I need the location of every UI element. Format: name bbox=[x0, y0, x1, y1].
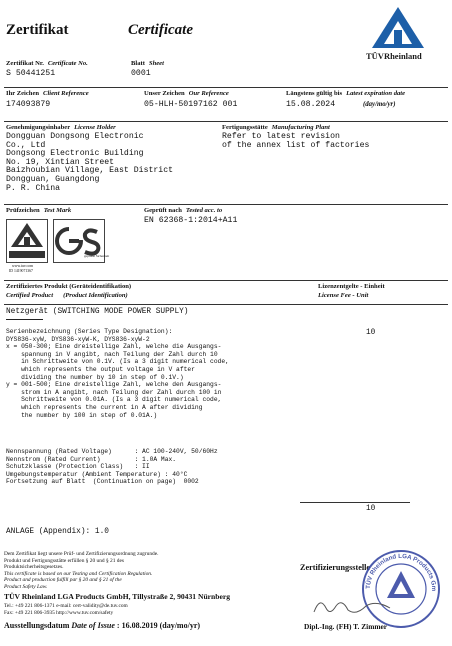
title-english: Certificate bbox=[128, 22, 193, 38]
holder-line: No. 19, Xintian Street bbox=[6, 157, 115, 167]
title-german: Zertifikat bbox=[6, 22, 69, 38]
spec-list bbox=[6, 448, 218, 486]
holder-line: Dongguan Dongsong Electronic bbox=[6, 132, 144, 141]
product-name-underline bbox=[6, 319, 43, 320]
testmark-label: Prüfzeichen Test Mark bbox=[6, 207, 72, 214]
tested-standard: EN 62368-1:2014+A11 bbox=[144, 216, 238, 225]
client-ref-label: Ihr Zeichen Client Reference bbox=[6, 90, 89, 97]
holder-line: Baizhoubian Village, East District bbox=[6, 166, 174, 176]
divider bbox=[4, 87, 448, 88]
our-ref-value: 05-HLH-50197162 001 bbox=[144, 100, 238, 109]
legal-text: Dem Zertifikat liegt unsere Prüf- und Zertifizierungsordnung zugrunde. Produkt und Fertigungsstätte erfüllen § 20 und § 21 des Produktsicherheitsgesetzes. This certificate is based on our Testing and Certification Regulation. Product and production fulfill par § 20 and § 21 of the Product Safety Law. bbox=[4, 551, 159, 590]
holder-line: Dongsong Electronic Building bbox=[6, 149, 144, 159]
fee-label-en: License Fee - Unit bbox=[318, 292, 369, 299]
tuv-brand-text: TÜVRheinland bbox=[366, 51, 422, 61]
cert-no-label: Zertifikat Nr. Certificate No. bbox=[6, 60, 88, 67]
fee-divider bbox=[300, 502, 410, 503]
contact-fax: Fax: +49 221 806-3935 http://www.tuv.com/safety bbox=[4, 610, 114, 616]
tuv-logo bbox=[368, 4, 428, 66]
gs-small-text: geprüfte Sicherheit bbox=[84, 254, 110, 258]
tuv-mark-bar bbox=[9, 251, 45, 258]
tuv-mark-url: www.tuv.com bbox=[12, 264, 34, 268]
tuv-triangle-icon bbox=[368, 4, 428, 50]
holder-label: Genehmigungsinhaber License Holder bbox=[6, 124, 116, 131]
signer-name: Dipl.-Ing. (FH) T. Zimmer bbox=[304, 622, 388, 631]
body-line: spannung in V angibt, nach Teilung der Zahl durch 10 bbox=[6, 350, 218, 358]
client-ref-value: 174093879 bbox=[6, 100, 51, 109]
company-address: TÜV Rheinland LGA Products GmbH, Tillystraße 2, 90431 Nürnberg bbox=[4, 592, 231, 601]
spec-line: Schutzklasse (Protection Class) : II bbox=[6, 463, 150, 471]
signature bbox=[310, 594, 400, 618]
divider bbox=[4, 280, 448, 281]
divider bbox=[4, 204, 448, 205]
spec-line: Nennstrom (Rated Current) : 1.0A Max. bbox=[6, 455, 177, 463]
product-label-en: Certified Product (Product Identification) bbox=[6, 292, 128, 299]
spec-line: Nennspannung (Rated Voltage) : AC 100-240V, 50/60Hz bbox=[6, 448, 218, 455]
cert-no-value: S 50441251 bbox=[6, 69, 56, 78]
spec-line: Umgebungstemperatur (Ambient Temperature) : 40°C bbox=[6, 470, 188, 478]
divider bbox=[4, 304, 448, 305]
body-line: which represents the current in A after dividing bbox=[6, 403, 203, 411]
fee-bottom: 10 bbox=[366, 505, 376, 513]
body-line: Serienbezeichnung (Series Type Designation): bbox=[6, 328, 173, 335]
plant-label: Fertigungsstätte Manufacturing Plant bbox=[222, 124, 330, 131]
fee-label-de: Lizenzentgelte - Einheit bbox=[318, 283, 385, 290]
tuv-mark-icon bbox=[7, 220, 47, 250]
body-line: x = 050-300; Eine dreistellige Zahl, welche die Ausgangs- bbox=[6, 343, 222, 351]
annex: ANLAGE (Appendix): 1.0 bbox=[6, 528, 109, 536]
plant-line: of the annex list of factories bbox=[222, 140, 370, 150]
product-body bbox=[6, 328, 229, 419]
sheet-label: Blatt Sheet bbox=[131, 60, 164, 67]
plant-text bbox=[222, 133, 369, 150]
our-ref-label: Unser Zeichen Our Reference bbox=[144, 90, 229, 97]
contact-tel: Tel.: +49 221 806-1371 e-mail: cert-validity@de.tuv.com bbox=[4, 603, 128, 609]
holder-line: Co., Ltd bbox=[6, 140, 46, 150]
cert-body-label: Zertifizierungsstelle bbox=[300, 563, 371, 572]
sheet-value: 0001 bbox=[131, 69, 151, 78]
valid-until-format: (day/mo/yr) bbox=[363, 101, 396, 108]
tested-label: Geprüft nach Tested acc. to bbox=[144, 207, 223, 214]
body-line: DYS836-xyW, DYS836-xyW-K, DYS836-xyW-2 bbox=[6, 335, 150, 343]
body-line: in Schrittweite von 0.1V. (Is a 3 digit numerical code, bbox=[6, 358, 229, 366]
body-line: y = 001-500; Eine dreistellige Zahl, welche den Ausgangs- bbox=[6, 381, 222, 389]
stamp-text: TÜV Rheinland LGA Products Gm bbox=[364, 552, 438, 592]
tuv-test-mark bbox=[6, 219, 48, 263]
holder-address bbox=[6, 133, 173, 193]
issue-date-line: Ausstellungsdatum Date of Issue : 16.08.2019 (day/mo/yr) bbox=[4, 621, 201, 630]
gs-mark bbox=[53, 219, 110, 263]
body-line: the number by 100 in step of 0.01A.) bbox=[6, 411, 158, 419]
plant-line: Refer to latest revision bbox=[222, 132, 340, 141]
holder-line: P. R. China bbox=[6, 183, 61, 193]
divider bbox=[4, 121, 448, 122]
product-label-de: Zertifiziertes Produkt (Geräteidentifikation) bbox=[6, 283, 132, 290]
body-line: Schrittweite von 0.01A. (Is a 3 digit numerical code, bbox=[6, 396, 222, 404]
holder-line: Dongguan, Guangdong bbox=[6, 174, 100, 184]
tuv-mark-id: ID 1419071367 bbox=[9, 269, 33, 273]
valid-until-value: 15.08.2024 bbox=[286, 100, 336, 109]
valid-until-label: Längstens gültig bis Latest expiration date bbox=[286, 90, 406, 97]
spec-line: Fortsetzung auf Blatt (Continuation on page) 0002 bbox=[6, 478, 199, 486]
fee-top: 10 bbox=[366, 329, 376, 337]
product-name: Netzgerät (SWITCHING MODE POWER SUPPLY) bbox=[6, 308, 189, 316]
body-line: strom in A angibt, nach Teilung der Zahl durch 100 in bbox=[6, 388, 222, 396]
body-line: which represents the output voltage in V after bbox=[6, 365, 195, 373]
body-line: dividing the number by 10 in step of 0.1V.) bbox=[6, 373, 184, 381]
